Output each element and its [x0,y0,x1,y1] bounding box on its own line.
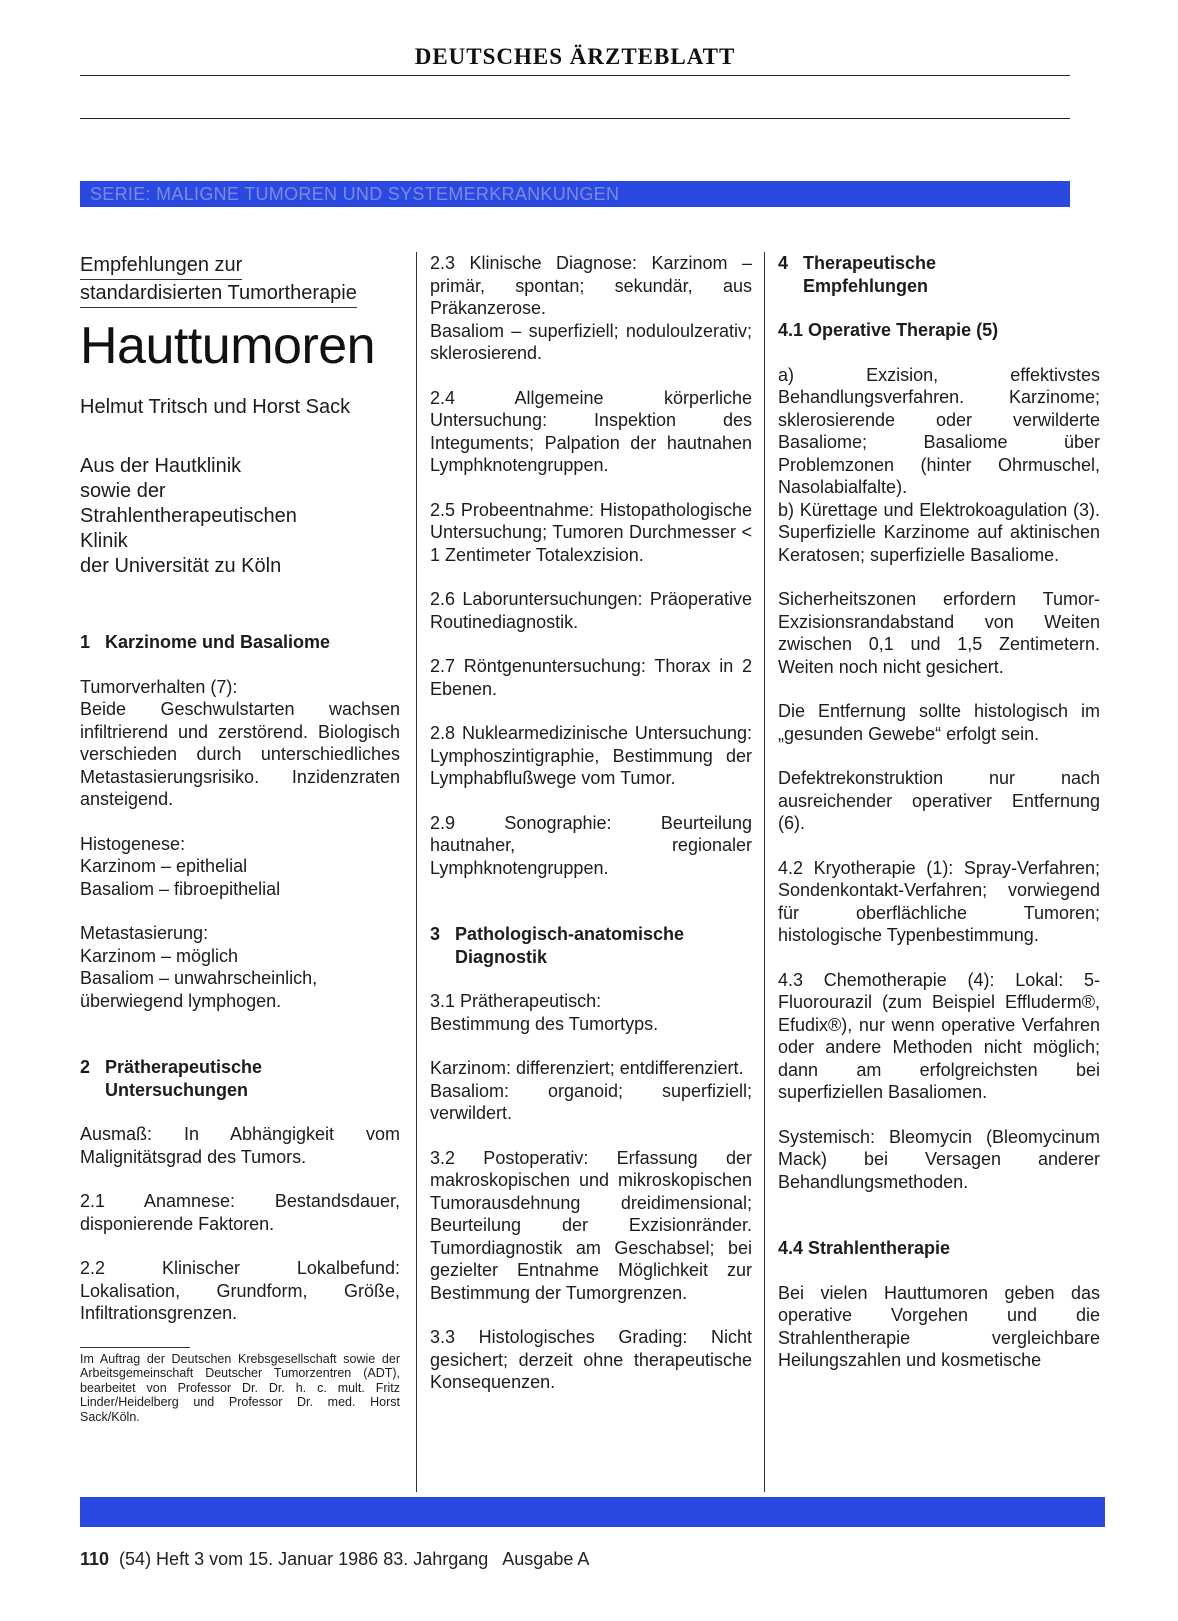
section-title [803,252,936,297]
paragraph-tumorverhalten [80,676,400,811]
kicker [80,252,400,308]
section-title [455,923,684,968]
section-title-line: Untersuchungen [105,1079,249,1100]
paragraph-text: b) Kürettage und Elektrokoagulation (3). Superfizielle Karzinome auf aktinischen Keratosen; superfizielle Basaliome. [778,499,1100,565]
list-line: Basaliom – fibroepithelial [80,878,281,899]
list-line: Karzinom – möglich [80,945,239,966]
bottom-color-bar [80,1497,1105,1527]
paragraph-text: Bestimmung des Tumortyps. [430,1013,659,1034]
article-title: Hauttumoren [80,317,376,375]
paragraph-2-4: 2.4 Allgemeine körperliche Untersuchung: Inspektion des Integuments; Palpation der hautnahen Lymphknotengruppen. [430,387,752,475]
affiliation-line: der Universität zu Köln [80,555,282,577]
section-title-line: Therapeutische [803,253,937,273]
paragraph-4-4: Bei vielen Hauttumoren geben das operative Vorgehen und die Strahlentherapie vergleichbare Heilungszahlen und kosmetische [778,1282,1100,1370]
masthead-rule-bottom [80,118,1070,119]
kicker-line-2: standardisierten Tumortherapie [80,280,357,308]
column-3 [778,252,1100,1394]
affiliation-line: Aus der Hautklinik [80,455,242,477]
paragraph-metastasierung [80,922,400,1012]
affiliation-line: sowie der [80,480,166,502]
affiliation-line: Klinik [80,530,128,552]
paragraph-text: Basaliom – superfiziell; noduloulzerativ; sklerosierend. [430,320,752,363]
column-divider-1 [416,252,417,1492]
paragraph-2-5: 2.5 Probeentnahme: Histopathologische Untersuchung; Tumoren Durchmesser < 1 Zentimeter Totalexzision. [430,499,752,565]
series-banner [80,181,1070,207]
list-line: überwiegend lymphogen. [80,990,282,1011]
section-title-line: Pathologisch-anatomische [455,924,685,944]
footnote: Im Auftrag der Deutschen Krebsgesellschaft sowie der Arbeitsgemeinschaft Deutscher Tumorzentren (ADT), bearbeitet von Professor Dr. Dr. h. c. mult. Fritz Linder/Heidelberg und Professor Dr. med. Horst Sack/Köln. [80,1351,400,1424]
affiliation [80,454,400,579]
section-4-heading [778,252,1100,297]
paragraph-sicherheitszonen: Sicherheitszonen erfordern Tumor-Exzisionsrandabstand von Weiten zwischen 0,1 und 1,5 Zentimetern. Weiten noch nicht gesichert. [778,589,1100,677]
subsection-4-4-heading [778,1237,1100,1260]
masthead: DEUTSCHES ÄRZTEBLATT [414,44,736,69]
list-line: Karzinom – epithelial [80,856,248,876]
paragraph-3-3: 3.3 Histologisches Grading: Nicht gesichert; derzeit ohne therapeutische Konsequenzen. [430,1327,752,1392]
column-1 [80,252,400,1424]
paragraph-karzinom-basaliom [430,1057,752,1125]
section-number: 4 [778,253,789,273]
paragraph-text: a) Exzision, effektivstes Behandlungsverfahren. Karzinome; sklerosierende oder verwilderte Basaliome; Basaliome über Problemzonen (hinter Ohrmuschel, Nasolabialfalte). [778,364,1100,497]
subsection-title: 4.1 Operative Therapie (5) [778,320,999,340]
list-line: Histogenese: [80,833,186,854]
subsection-4-1-heading [778,319,1100,342]
paragraph-text: Karzinom: differenziert; entdifferenziert. [430,1058,744,1078]
paragraph-2-1: 2.1 Anamnese: Bestandsdauer, disponierende Faktoren. [80,1191,400,1234]
paragraph-2-6: 2.6 Laboruntersuchungen: Präoperative Routinediagnostik. [430,589,752,632]
authors: Helmut Tritsch und Horst Sack [80,396,351,418]
paragraph-2-3 [430,252,752,365]
paragraph-2-9: 2.9 Sonographie: Beurteilung hautnaher, regionaler Lymphknotengruppen. [430,812,752,878]
list-line: Basaliom – unwahrscheinlich, [80,968,318,988]
section-1-heading [80,631,400,654]
affiliation-line: Strahlentherapeutischen [80,505,297,527]
paragraph-histogenese [80,833,400,901]
masthead-rule-top [80,75,1070,76]
paragraph-2-2: 2.2 Klinischer Lokalbefund: Lokalisation, Grundform, Größe, Infiltrationsgrenzen. [80,1258,400,1323]
paragraph-defektrekonstruktion: Defektrekonstruktion nur nach ausreichender operativer Entfernung (6). [778,768,1100,833]
section-title-line: Diagnostik [455,946,548,967]
paragraph-3-2: 3.2 Postoperativ: Erfassung der makroskopischen und mikroskopischen Tumorausdehnung dreidimensional; Beurteilung der Exzisionränder. Tumordiagnostik am Geschabsel; bei gezielter Entnahme Möglichkeit zur Bestimmung der Tumorgrenzen. [430,1147,752,1303]
column-divider-2 [764,252,765,1492]
paragraph-2-8: 2.8 Nuklearmedizinische Untersuchung: Lymphoszintigraphie, Bestimmung der Lymphabflußwege vom Tumor. [430,723,752,788]
section-number: 2 [80,1057,91,1077]
paragraph-3-1 [430,990,752,1035]
paragraph-text: Beide Geschwulstarten wachsen infiltrierend und zerstörend. Biologisch verschieden durch unterschiedliches Metastasierungsrisiko. Inzidenzraten ansteigend. [80,699,400,809]
paragraph-text: 2.3 Klinische Diagnose: Karzinom – primär, spontan; sekundär, aus Präkanzerose. [430,253,752,318]
paragraph-text: 3.1 Prätherapeutisch: [430,991,602,1011]
section-3-heading [430,923,752,968]
paragraph-4-1 [778,364,1100,567]
paragraph-systemisch: Systemisch: Bleomycin (Bleomycinum Mack) bei Versagen anderer Behandlungsmethoden. [778,1126,1100,1192]
section-title-line: Empfehlungen [803,275,928,296]
paragraph-2-7: 2.7 Röntgenuntersuchung: Thorax in 2 Ebenen. [430,656,752,699]
series-label: SERIE: MALIGNE TUMOREN UND SYSTEMERKRANKUNGEN [90,184,620,204]
issue-info: (54) Heft 3 vom 15. Januar 1986 83. Jahrgang Ausgabe A [109,1549,590,1569]
paragraph-ausmass: Ausmaß: In Abhängigkeit vom Malignitätsgrad des Tumors. [80,1124,400,1167]
section-title: Karzinome und Basaliome [105,632,331,652]
footnote-rule [80,1347,190,1348]
paragraph-4-3: 4.3 Chemotherapie (4): Lokal: 5-Fluorourazil (zum Beispiel Effluderm®, Efudix®), nur wenn operative Verfahren oder andere Methoden nicht möglich; dann am erfolgreichsten bei superfiziellen Basaliomen. [778,969,1100,1102]
paragraph-4-2: 4.2 Kryotherapie (1): Spray-Verfahren; Sondenkontakt-Verfahren; vorwiegend für oberflächliche Tumoren; histologische Typenbestimmung. [778,857,1100,945]
paragraph-text: Basaliom: organoid; superfiziell; verwildert. [430,1080,752,1123]
section-2-heading [80,1056,400,1101]
section-number: 3 [430,924,441,944]
column-2 [430,252,752,1416]
paragraph-label: Tumorverhalten (7): [80,676,238,697]
section-title-line: Prätherapeutische [105,1057,263,1077]
subsection-title: 4.4 Strahlentherapie [778,1238,951,1258]
section-number: 1 [80,632,91,652]
list-line: Metastasierung: [80,923,209,943]
section-title [105,1056,262,1101]
paragraph-entfernung: Die Entfernung sollte histologisch im „gesunden Gewebe“ erfolgt sein. [778,701,1100,744]
page-footer [80,1549,589,1570]
kicker-line-1: Empfehlungen zur [80,252,242,280]
page-number: 110 [80,1549,110,1569]
